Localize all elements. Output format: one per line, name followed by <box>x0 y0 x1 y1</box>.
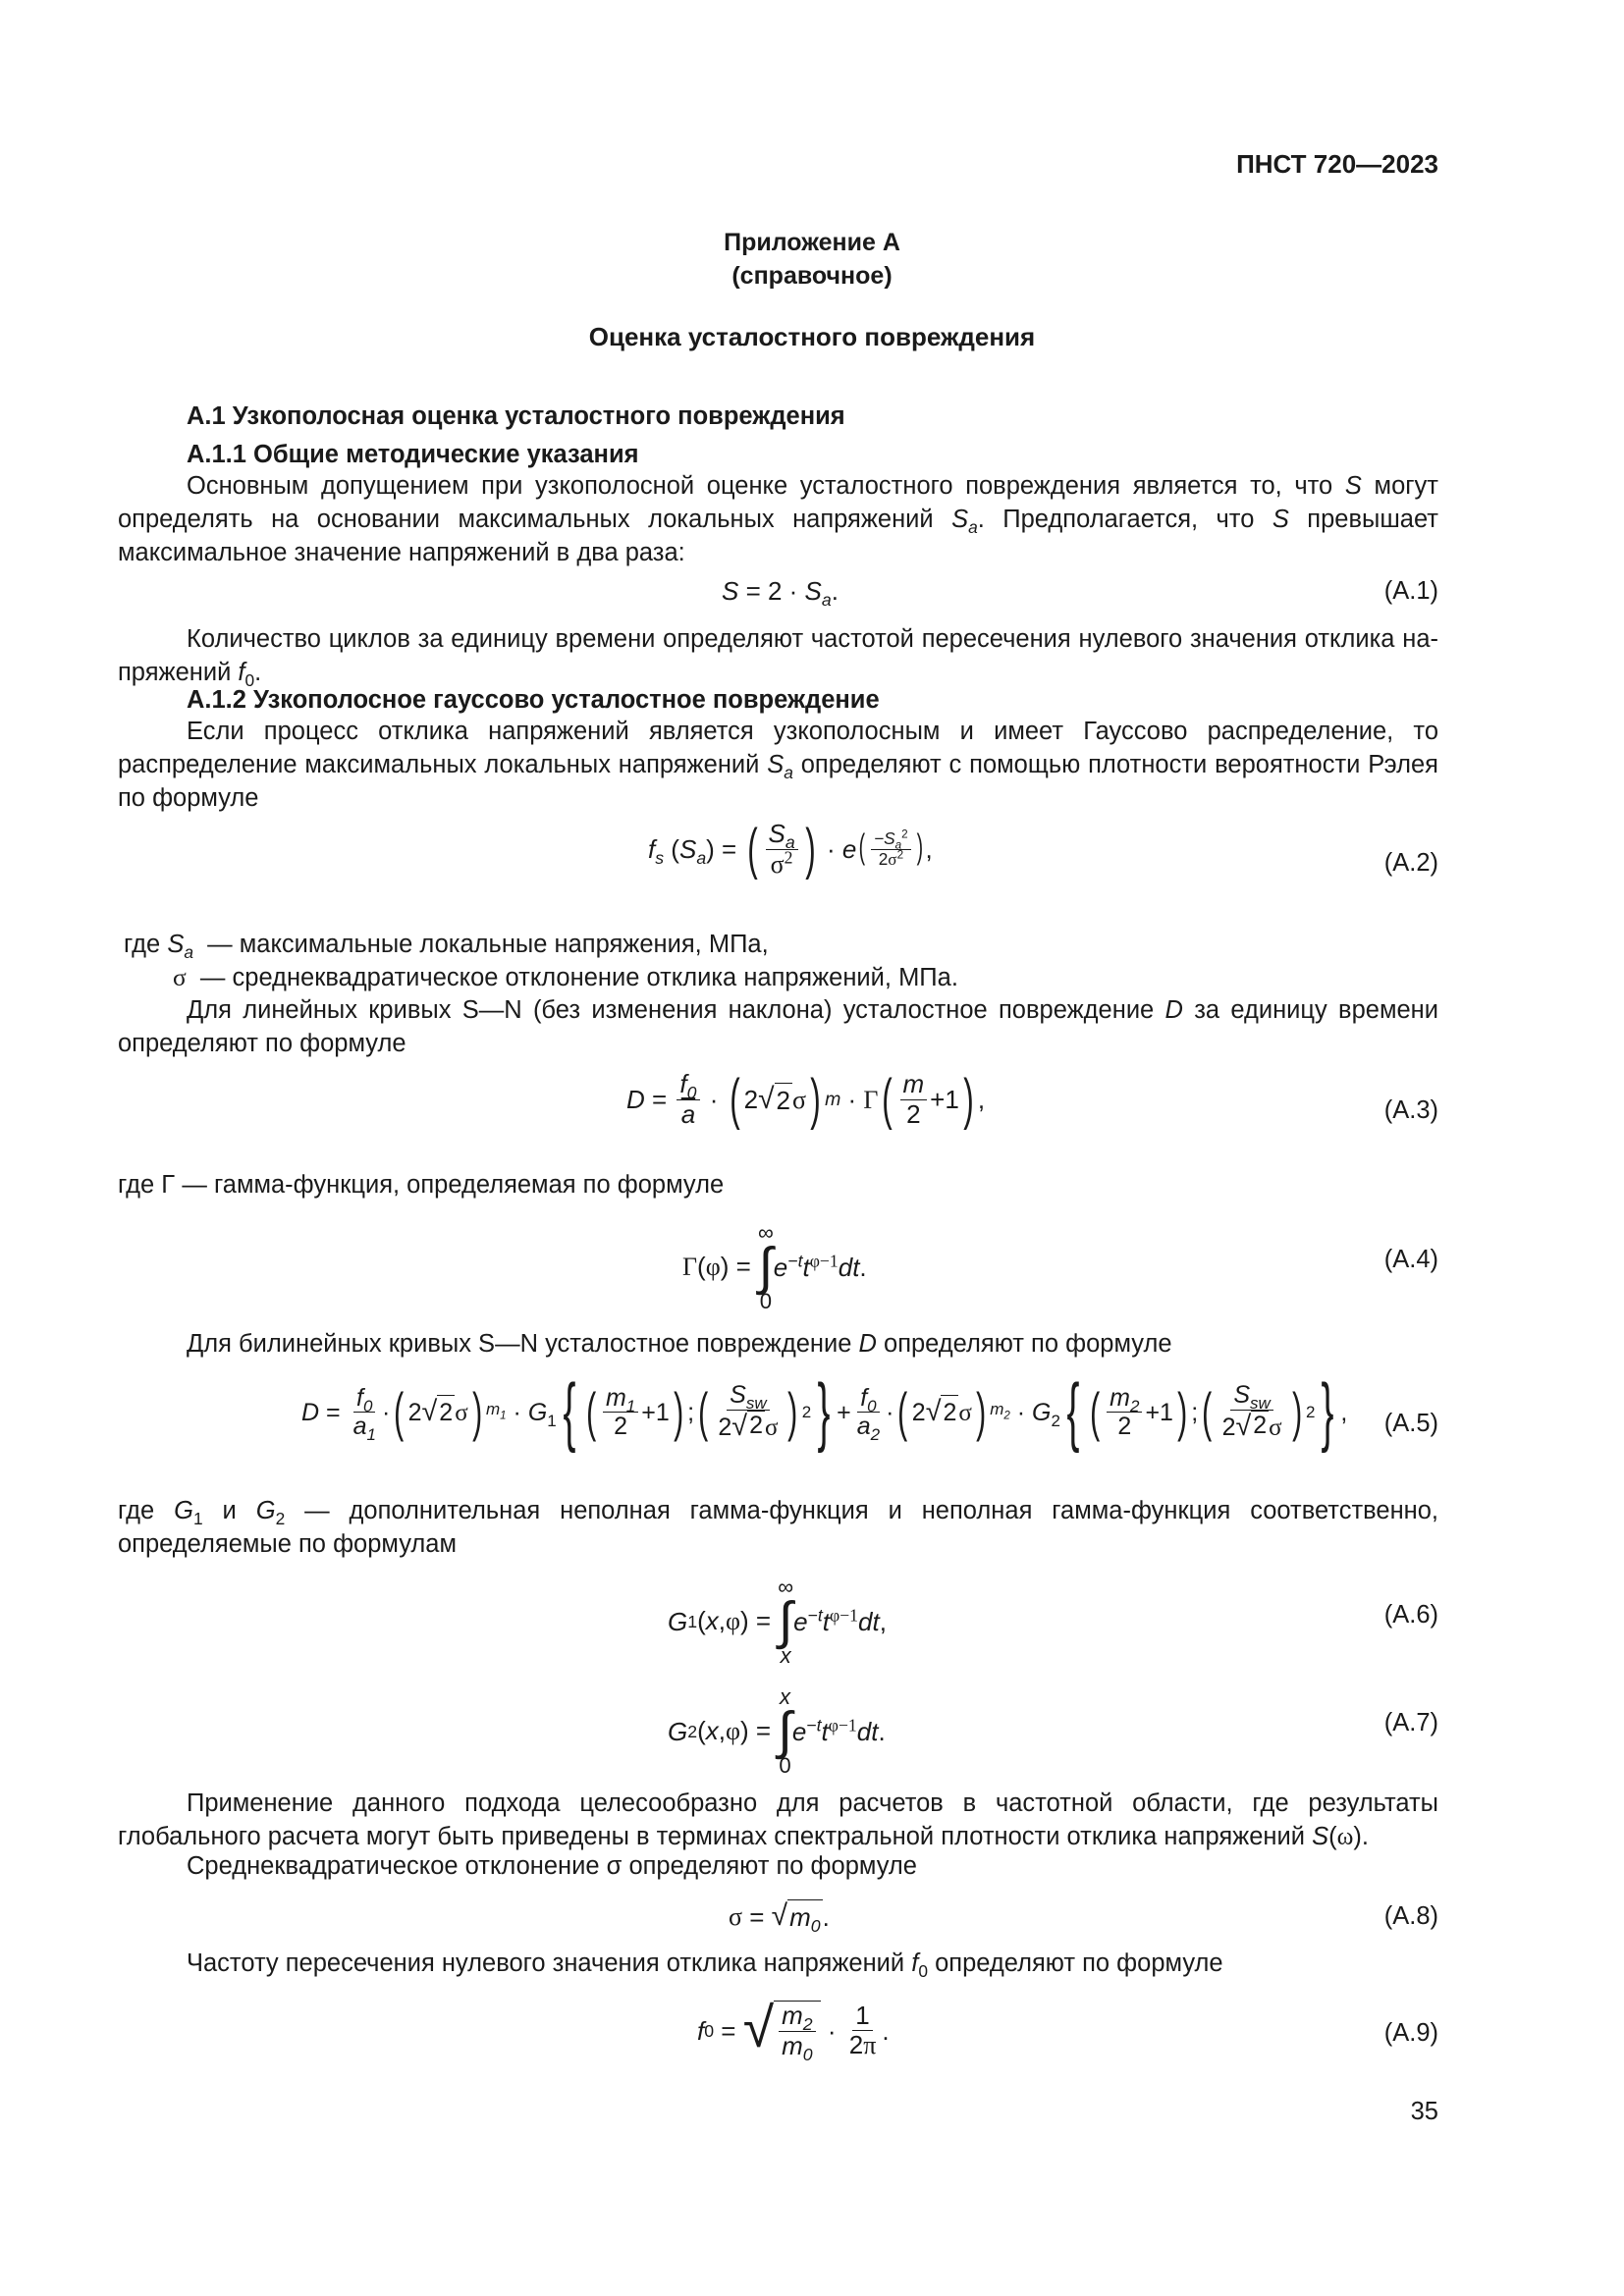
paragraph-8: Частоту пересечения нулевого значения отклика напряжений $f_0$ определяют по формуле <box>187 1949 1223 1982</box>
equation-number: (A.9) <box>1383 2019 1438 2047</box>
paragraph-1: Основным допущением при узкополосной оценке усталостного повреждения является то, что S могут определять на основании максимальных локальных напряжений $S_a$. Предполагается, что S превышает максимальное значение напряжений в два раза: <box>118 472 1438 566</box>
equation-number: (A.8) <box>1383 1902 1438 1930</box>
formula-a9: f 0 = √ $\frac{m_2}{m_0}$ · $\frac{1}{2\pi}$ . <box>697 1997 890 2065</box>
formula-a4: Γ (φ) = ∞ ∫ 0 $e^{-t}t^{\varphi-1}dt$ . <box>682 1220 867 1313</box>
equation-number: (A.5) <box>1383 1410 1438 1437</box>
paragraph-6: Применение данного подхода целесообразно для расчетов в частотной области, где результаты глобального расчета могут быть приведены в терминах спектральной плотности отклика напряжений S(ω). <box>118 1789 1438 1850</box>
formula-a6: G 1 (x,φ) = ∞ ∫ x $e^{-t}t^{\varphi-1}dt$ , <box>668 1575 887 1668</box>
formula-a5: D = $\frac{f_0}{a_1}$ · ( 2 √ 2 σ ) $m_1$ · $G_1$ { ( $\frac{m_1}{2}$ +1 ) ; ( $S_{sw}$ 2 √ 2 σ ) 2 } + $\frac{f_0}{a_2}$ · ( 2 √ 2 σ ) $m_2$ · $G_2$ { ( $\frac{m_2}{2}$ +1 ) ; ( $S_{sw}$ 2 √ 2 σ ) 2 } , <box>301 1369 1348 1454</box>
where-block-2: где Γ — гамма-функция, определяемая по формуле <box>118 1171 725 1199</box>
appendix-heading: Оценка усталостного повреждения <box>588 322 1036 351</box>
paragraph-7: Среднеквадратическое отклонение σ определяют по формуле <box>187 1852 917 1880</box>
equation-number: (A.4) <box>1383 1246 1438 1273</box>
formula-a7: G 2 (x,φ) = x ∫ 0 $e^{-t}t^{\varphi-1}dt$ . <box>668 1684 886 1778</box>
equation-number: (A.3) <box>1383 1096 1438 1124</box>
paragraph-5: Для билинейных кривых S—N усталостное повреждение D определяют по формуле <box>187 1330 1172 1358</box>
formula-a1: S = 2 · $S_a$ . <box>722 576 839 611</box>
appendix-note: (справочное) <box>731 262 893 290</box>
paragraph-4: Для линейных кривых S—N (без изменения наклона) усталостное повреждение D за единицу времени определяют по формуле <box>118 996 1438 1057</box>
equation-number: (A.6) <box>1383 1601 1438 1629</box>
equation-number: (A.2) <box>1383 849 1438 877</box>
formula-a2: $f_s$ ( $S_a$ ) = ( $\frac{S_a}{\sigma^2}$ ) · e ( $\frac{-S_a^2}{2\sigma^2}$ ) , <box>648 817 933 881</box>
document-code: ПНСТ 720—2023 <box>1236 149 1438 179</box>
formula-a3: D = $\frac{f_0}{a}$ · ( 2 √ 2 σ ) m · Γ ( $\frac{m}{2}$ +1 ) , <box>626 1067 986 1131</box>
paragraph-3: Если процесс отклика напряжений является узкополосным и имеет Гауссово распределение, то распределение максимальных локальных напряжений $S_a$ определяют с помощью плотности вероятности Рэлея по формуле <box>118 718 1438 812</box>
equation-number: (A.1) <box>1383 577 1438 605</box>
where-block-1: где $S_a$ — максимальные локальные напряжения, МПа, <box>124 931 769 963</box>
equation-number: (A.7) <box>1383 1709 1438 1736</box>
section-a1-heading: А.1 Узкополосная оценка усталостного повреждения <box>187 402 845 430</box>
section-a11-heading: А.1.1 Общие методические указания <box>187 441 639 468</box>
formula-a8: σ = √ $m_0$ . <box>729 1899 830 1937</box>
where-block-3: где $G_1$ и $G_2$ — дополнительная неполная гамма-функция и неполная гамма-функция соответственно, определяемые по формулам <box>118 1497 1439 1558</box>
paragraph-2: Количество циклов за единицу времени определяют частотой пересечения нулевого значения отклика напряжений $f_0$. <box>118 625 1438 691</box>
section-a12-heading: А.1.2 Узкополосное гауссово усталостное повреждение <box>187 686 880 714</box>
where-block-1-line-2: σ — среднеквадратическое отклонение отклика напряжений, МПа. <box>173 963 958 991</box>
page-number: 35 <box>1410 2098 1438 2125</box>
appendix-title: Приложение А <box>724 229 900 256</box>
